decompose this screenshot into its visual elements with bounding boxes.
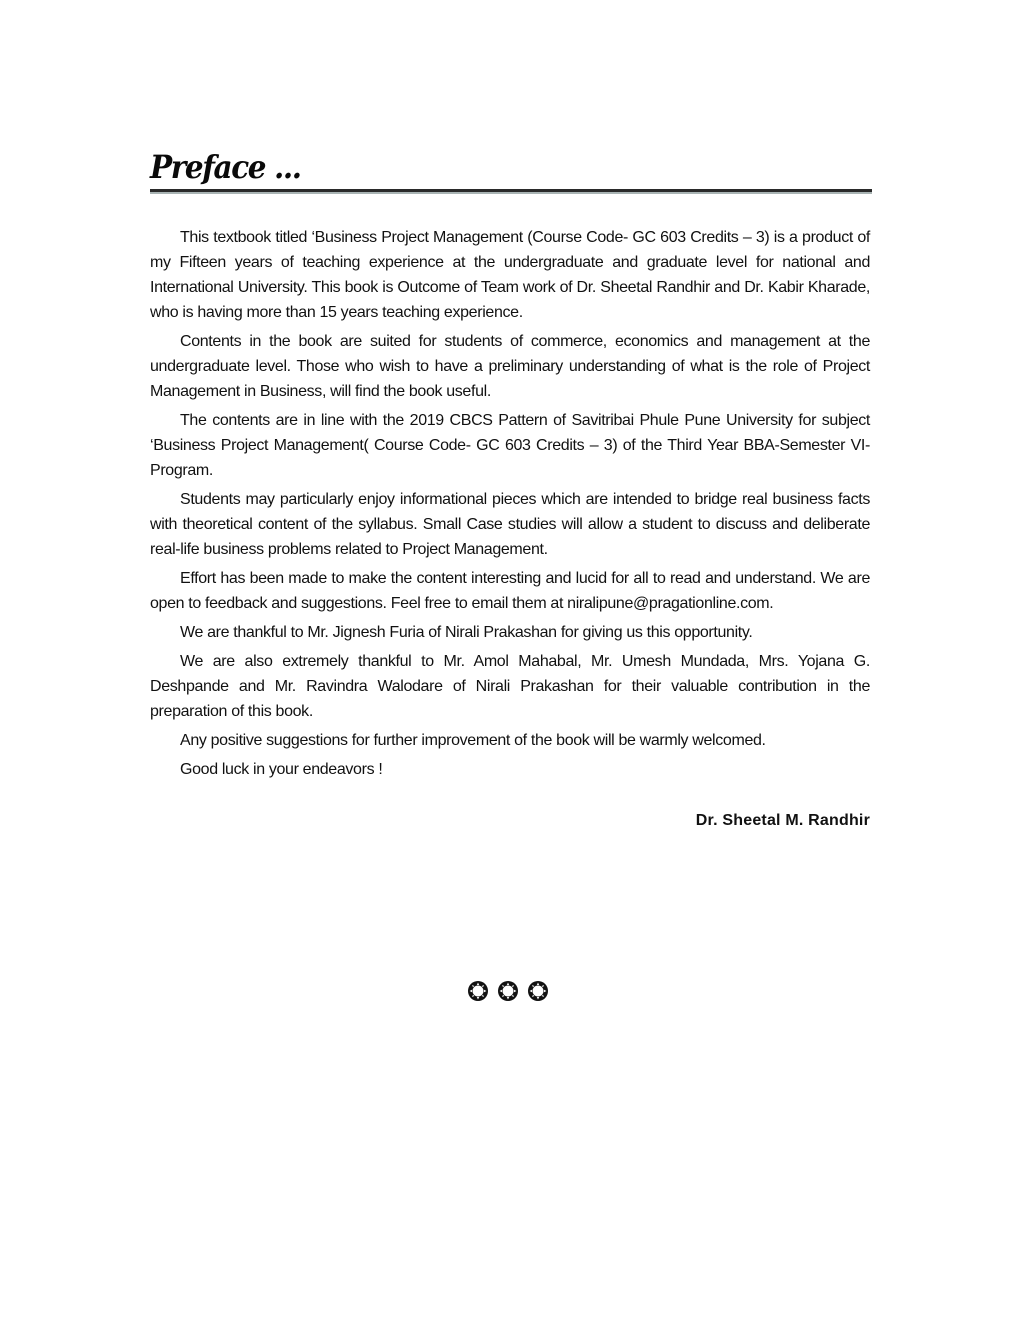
paragraph: Students may particularly enjoy informational pieces which are intended to bridge real business facts with theoretical content of the syllabus. Small Case studies will allow a student to discuss and deliberate real-life business problems related to Project Management. (150, 491, 870, 558)
paragraph: The contents are in line with the 2019 CBCS Pattern of Savitribai Phule Pune University for subject ‘Business Project Management( Course Code- GC 603 Credits – 3) of the Third Year BBA-Semester VI- Program. (150, 412, 870, 479)
flower-ornament-icon (497, 980, 519, 1002)
preface-body (150, 225, 870, 782)
page-title: Preface ... (150, 148, 301, 186)
flower-ornament-icon (527, 980, 549, 1002)
author-signature: Dr. Sheetal M. Randhir (695, 812, 870, 829)
paragraph: We are also extremely thankful to Mr. Amol Mahabal, Mr. Umesh Mundada, Mrs. Yojana G. Deshpande and Mr. Ravindra Walodare of Nirali Prakashan for their valuable contribution in the preparation of this book. (150, 653, 870, 720)
preface-page (150, 145, 872, 832)
paragraph: Good luck in your endeavors ! (180, 761, 383, 778)
paragraph: Effort has been made to make the content interesting and lucid for all to read and understand. We are open to feedback and suggestions. Feel free to email them at niralipune@pragationline.com. (150, 570, 870, 612)
paragraph: This textbook titled ‘Business Project Management (Course Code- GC 603 Credits – 3) is a product of my Fifteen years of teaching experience at the undergraduate and graduate level for national and International University. This book is Outcome of Team work of Dr. Sheetal Randhir and Dr. Kabir Kharade, who is having more than 15 years teaching experience. (150, 229, 870, 321)
paragraph: We are thankful to Mr. Jignesh Furia of Nirali Prakashan for giving us this opportunity. (180, 624, 753, 641)
title-divider (150, 189, 872, 194)
end-ornaments (467, 980, 549, 1002)
paragraph: Contents in the book are suited for students of commerce, economics and management at the undergraduate level. Those who wish to have a preliminary understanding of what is the role of Project Management in Business, will find the book useful. (150, 333, 870, 400)
flower-ornament-icon (467, 980, 489, 1002)
paragraph: Any positive suggestions for further improvement of the book will be warmly welcomed. (180, 732, 766, 749)
